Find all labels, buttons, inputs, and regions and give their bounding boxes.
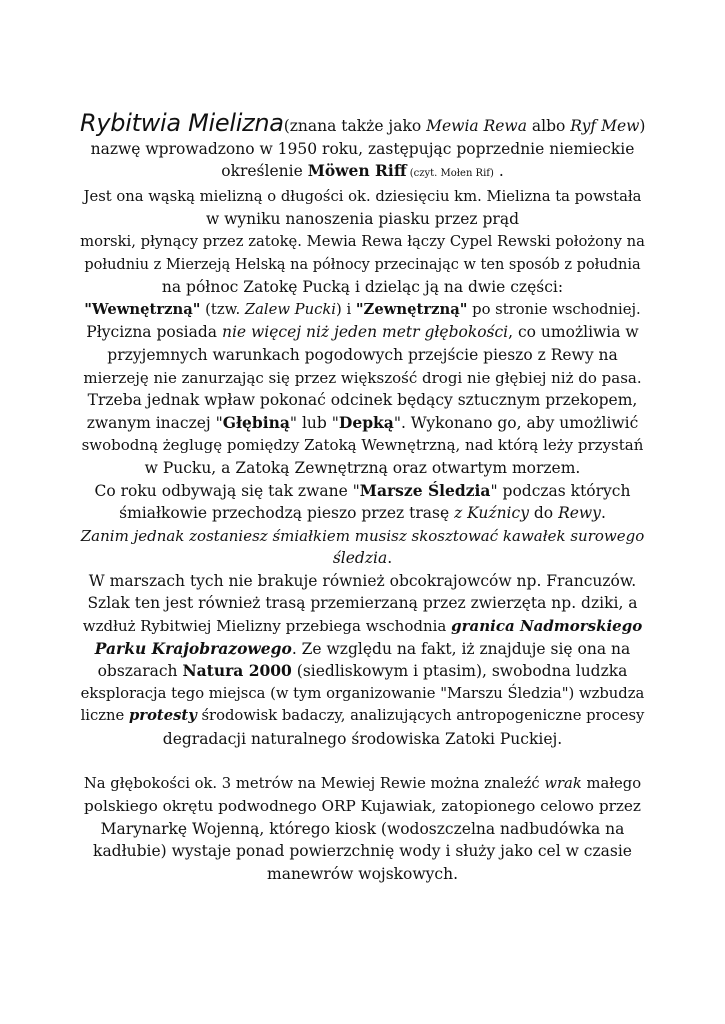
text-line: mierzeję nie zanurzając się przez większość drogi nie głębiej niż do pasa. [83, 368, 642, 387]
text-run: , co umożliwia w [508, 323, 639, 342]
italic-run: Mewia Rewa [426, 117, 527, 135]
text-line [80, 321, 645, 344]
text-run: . [493, 162, 504, 181]
text-run: (znana także jako [283, 117, 427, 135]
text-run: śmiałkowie przechodzą pieszo przez trasę [119, 504, 455, 523]
text-run: " podczas których [490, 481, 631, 500]
bold-italic-run: Parku Krajobrazowego [94, 638, 292, 658]
text-run: liczne [80, 707, 129, 725]
text-line [80, 773, 645, 796]
paragraph-gap [80, 751, 645, 773]
bold-run: "Wewnętrzną" [84, 300, 201, 318]
text-line: w Pucku, a Zatoką Zewnętrzną oraz otwartym morzem. [144, 458, 581, 477]
document-body [80, 109, 646, 886]
italic-run: Zalew Pucki [244, 300, 337, 318]
text-line: eksploracja tego miejsca (w tym organizowanie "Marszu Śledzia") wzbudza [80, 684, 645, 702]
bold-run: Depką [338, 412, 394, 432]
italic-run: Rewy [558, 504, 601, 523]
text-line: manewrów wojskowych. [267, 865, 458, 883]
italic-run: śledzia [332, 549, 388, 568]
text-line [80, 638, 645, 661]
text-line [80, 160, 645, 186]
bold-italic-run: granica Nadmorskiego [451, 617, 643, 636]
text-line [80, 547, 645, 570]
text-line [80, 109, 646, 138]
text-line [80, 412, 645, 435]
text-run: (tzw. [200, 300, 245, 318]
italic-run: nie więcej niż jeden metr głębokości [221, 323, 509, 342]
text-run: środowisk badaczy, analizujących antropogeniczne procesy [196, 707, 645, 725]
text-run: Co roku odbywają się tak zwane " [94, 481, 360, 500]
bold-run: Möwen Riff [307, 161, 407, 181]
italic-run: wrak [544, 774, 582, 792]
text-line: W marszach tych nie brakuje również obcokrajowców np. Francuzów. [88, 571, 637, 590]
bold-run: Natura 2000 [182, 661, 292, 681]
text-run: Na głębokości ok. 3 metrów na Mewiej Rewie można znaleźć [83, 774, 545, 792]
text-line: morski, płynący przez zatokę. Mewia Rewa łączy Cypel Rewski położony na [80, 232, 645, 250]
text-run: ) i [336, 300, 356, 318]
bold-run: Głębiną [222, 412, 290, 432]
text-run: . Ze względu na fakt, iż znajduje się ona na [291, 639, 631, 658]
text-run: małego [581, 774, 642, 792]
text-line: nazwę wprowadzono w 1950 roku, zastępując poprzednie niemieckie [90, 139, 635, 158]
italic-run: z Kuźnicy [454, 504, 529, 523]
text-line [80, 502, 645, 525]
text-run: (siedliskowym i ptasim), swobodna ludzka [291, 662, 628, 681]
text-line: swobodną żeglugę pomiędzy Zatoką Wewnętrzną, nad którą leży przystań [81, 436, 644, 455]
text-run: do [528, 504, 559, 523]
text-line [80, 660, 645, 683]
text-line [80, 705, 645, 728]
text-line: południu z Mierzeją Helską na północy przecinając w ten sposób z południa [84, 256, 641, 273]
text-line: Zanim jednak zostaniesz śmiałkiem musisz skosztować kawałek surowego [80, 526, 645, 545]
bold-italic-run: protesty [128, 707, 197, 725]
text-run: zwanym inaczej " [86, 413, 223, 432]
text-run: . [600, 504, 606, 523]
document-title: Rybitwia Mielizna [80, 109, 284, 137]
text-run: ". Wykonano go, aby umożliwić [393, 413, 639, 432]
text-line: Marynarkę Wojenną, którego kiosk (wodoszczelna nadbudówka na [100, 819, 625, 838]
bold-run: Marsze Śledzia [359, 480, 491, 500]
bold-run: "Zewnętrzną" [355, 300, 468, 318]
text-run: po stronie wschodniej. [467, 300, 641, 318]
text-line: polskiego okrętu podwodnego ORP Kujawiak, zatopionego celowo przez [84, 797, 641, 816]
text-run: Płycizna posiada [86, 323, 222, 342]
text-line: degradacji naturalnego środowiska Zatoki Puckiej. [162, 730, 563, 749]
text-line: kadłubie) wystaje ponad powierzchnię wody i służy jako cel w czasie [93, 842, 632, 861]
text-run: obszarach [97, 662, 183, 681]
text-run: określenie [221, 162, 308, 181]
text-line [80, 615, 645, 638]
text-line: Trzeba jednak wpław pokonać odcinek będący sztucznym przekopem, [87, 391, 638, 410]
italic-run: Ryf Mew [570, 117, 640, 135]
text-line: Szlak ten jest również trasą przemierzaną przez zwierzęta np. dziki, a [87, 594, 638, 613]
text-run: albo [526, 117, 571, 135]
text-line [80, 299, 645, 322]
text-run: " lub " [289, 413, 339, 432]
text-line: w wyniku nanoszenia piasku przez prąd [205, 210, 520, 229]
text-run: . [387, 549, 393, 568]
small-run: (czyt. Mołen Rif) [406, 168, 494, 180]
text-line: na północ Zatokę Pucką i dzieląc ją na dwie części: [161, 278, 564, 297]
text-line: Jest ona wąską mielizną o długości ok. dziesięciu km. Mielizna ta powstała [83, 187, 642, 205]
text-run: wzdłuż Rybitwiej Mielizny przebiega wschodnia [82, 617, 452, 636]
text-run: ) [639, 117, 646, 135]
text-line: przyjemnych warunkach pogodowych przejście pieszo z Rewy na [107, 345, 618, 364]
text-line [80, 480, 645, 503]
